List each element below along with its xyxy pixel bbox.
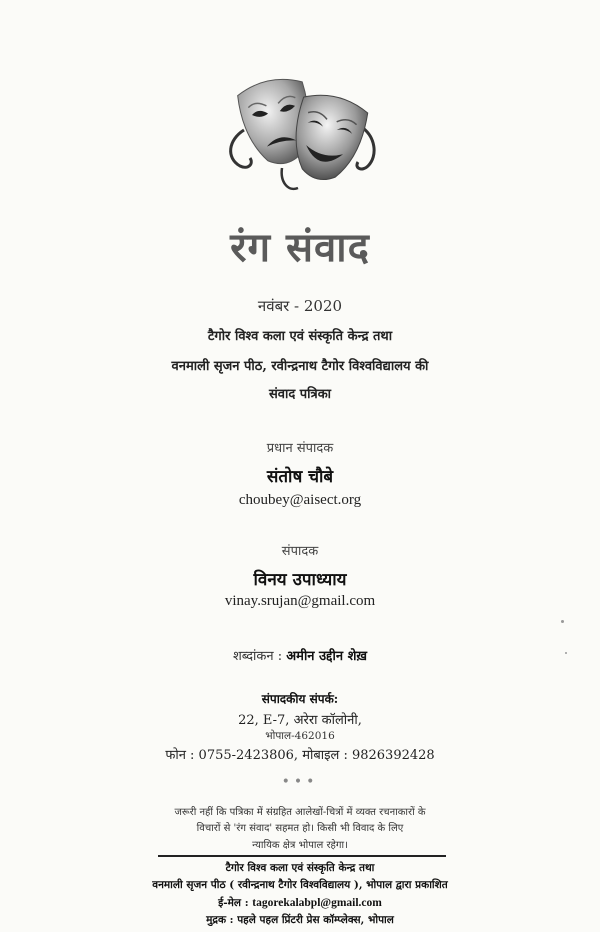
chief-editor-role: प्रधान संपादक [266,441,334,456]
typesetting-credit [0,646,600,664]
footer-divider [158,855,446,857]
contact-address-line-1: 22, E-7, अरेरा कॉलोनी, [238,713,362,728]
publisher-email-label: ई-मेल : [218,897,249,909]
paper-speck [561,620,564,623]
subtitle-line-3: संवाद पत्रिका [268,387,332,402]
publisher-email-value: tagorekalabpl@gmail.com [252,897,382,909]
disclaimer-line-1: जरूरी नहीं कि पत्रिका में संग्रहित आलेखों-चित्रों में व्यक्त रचनाकारों के [174,807,426,818]
publisher-email [0,896,600,910]
magazine-title: रंग संवाद [230,224,370,271]
typesetting-label: शब्दांकन : [232,649,283,664]
typesetting-name: अमीन उद्दीन शेख़ [286,649,368,664]
disclaimer-line-2: विचारों से 'रंग संवाद' सहमत हो। किसी भी विवाद के लिए [196,823,404,834]
publisher-line-1: टैगोर विश्व कला एवं संस्कृति केन्द्र तथा [225,862,375,874]
contact-address-line-2: भोपाल-462016 [265,730,335,742]
editor-role: संपादक [281,544,319,559]
editor-email: vinay.srujan@gmail.com [224,593,376,609]
issue-date: नवंबर - 2020 [257,297,343,315]
paper-speck [565,652,567,654]
contact-phone-line: फोन : 0755-2423806, मोबाइल : 9826392428 [165,748,435,763]
subtitle-line-1: टैगोर विश्व कला एवं संस्कृति केन्द्र तथा [207,329,393,344]
contact-heading: संपादकीय संपर्क: [261,692,339,706]
subtitle-line-2: वनमाली सृजन पीठ, रवीन्द्रनाथ टैगोर विश्वविद्यालय की [171,359,429,374]
chief-editor-email: choubey@aisect.org [238,492,362,508]
chief-editor-name: संतोष चौबे [266,467,334,487]
theatre-masks-logo [222,70,382,198]
editor-name: विनय उपाध्याय [253,570,347,590]
printer-line: मुद्रक : पहले पहल प्रिंटरी प्रेस कॉम्प्लेक्स, भोपाल [206,914,394,926]
section-separator: ••• [281,774,319,790]
disclaimer-line-3: न्यायिक क्षेत्र भोपाल रहेगा। [252,840,348,851]
publisher-line-2: वनमाली सृजन पीठ ( रवीन्द्रनाथ टैगोर विश्वविद्यालय ), भोपाल द्वारा प्रकाशित [152,879,448,891]
